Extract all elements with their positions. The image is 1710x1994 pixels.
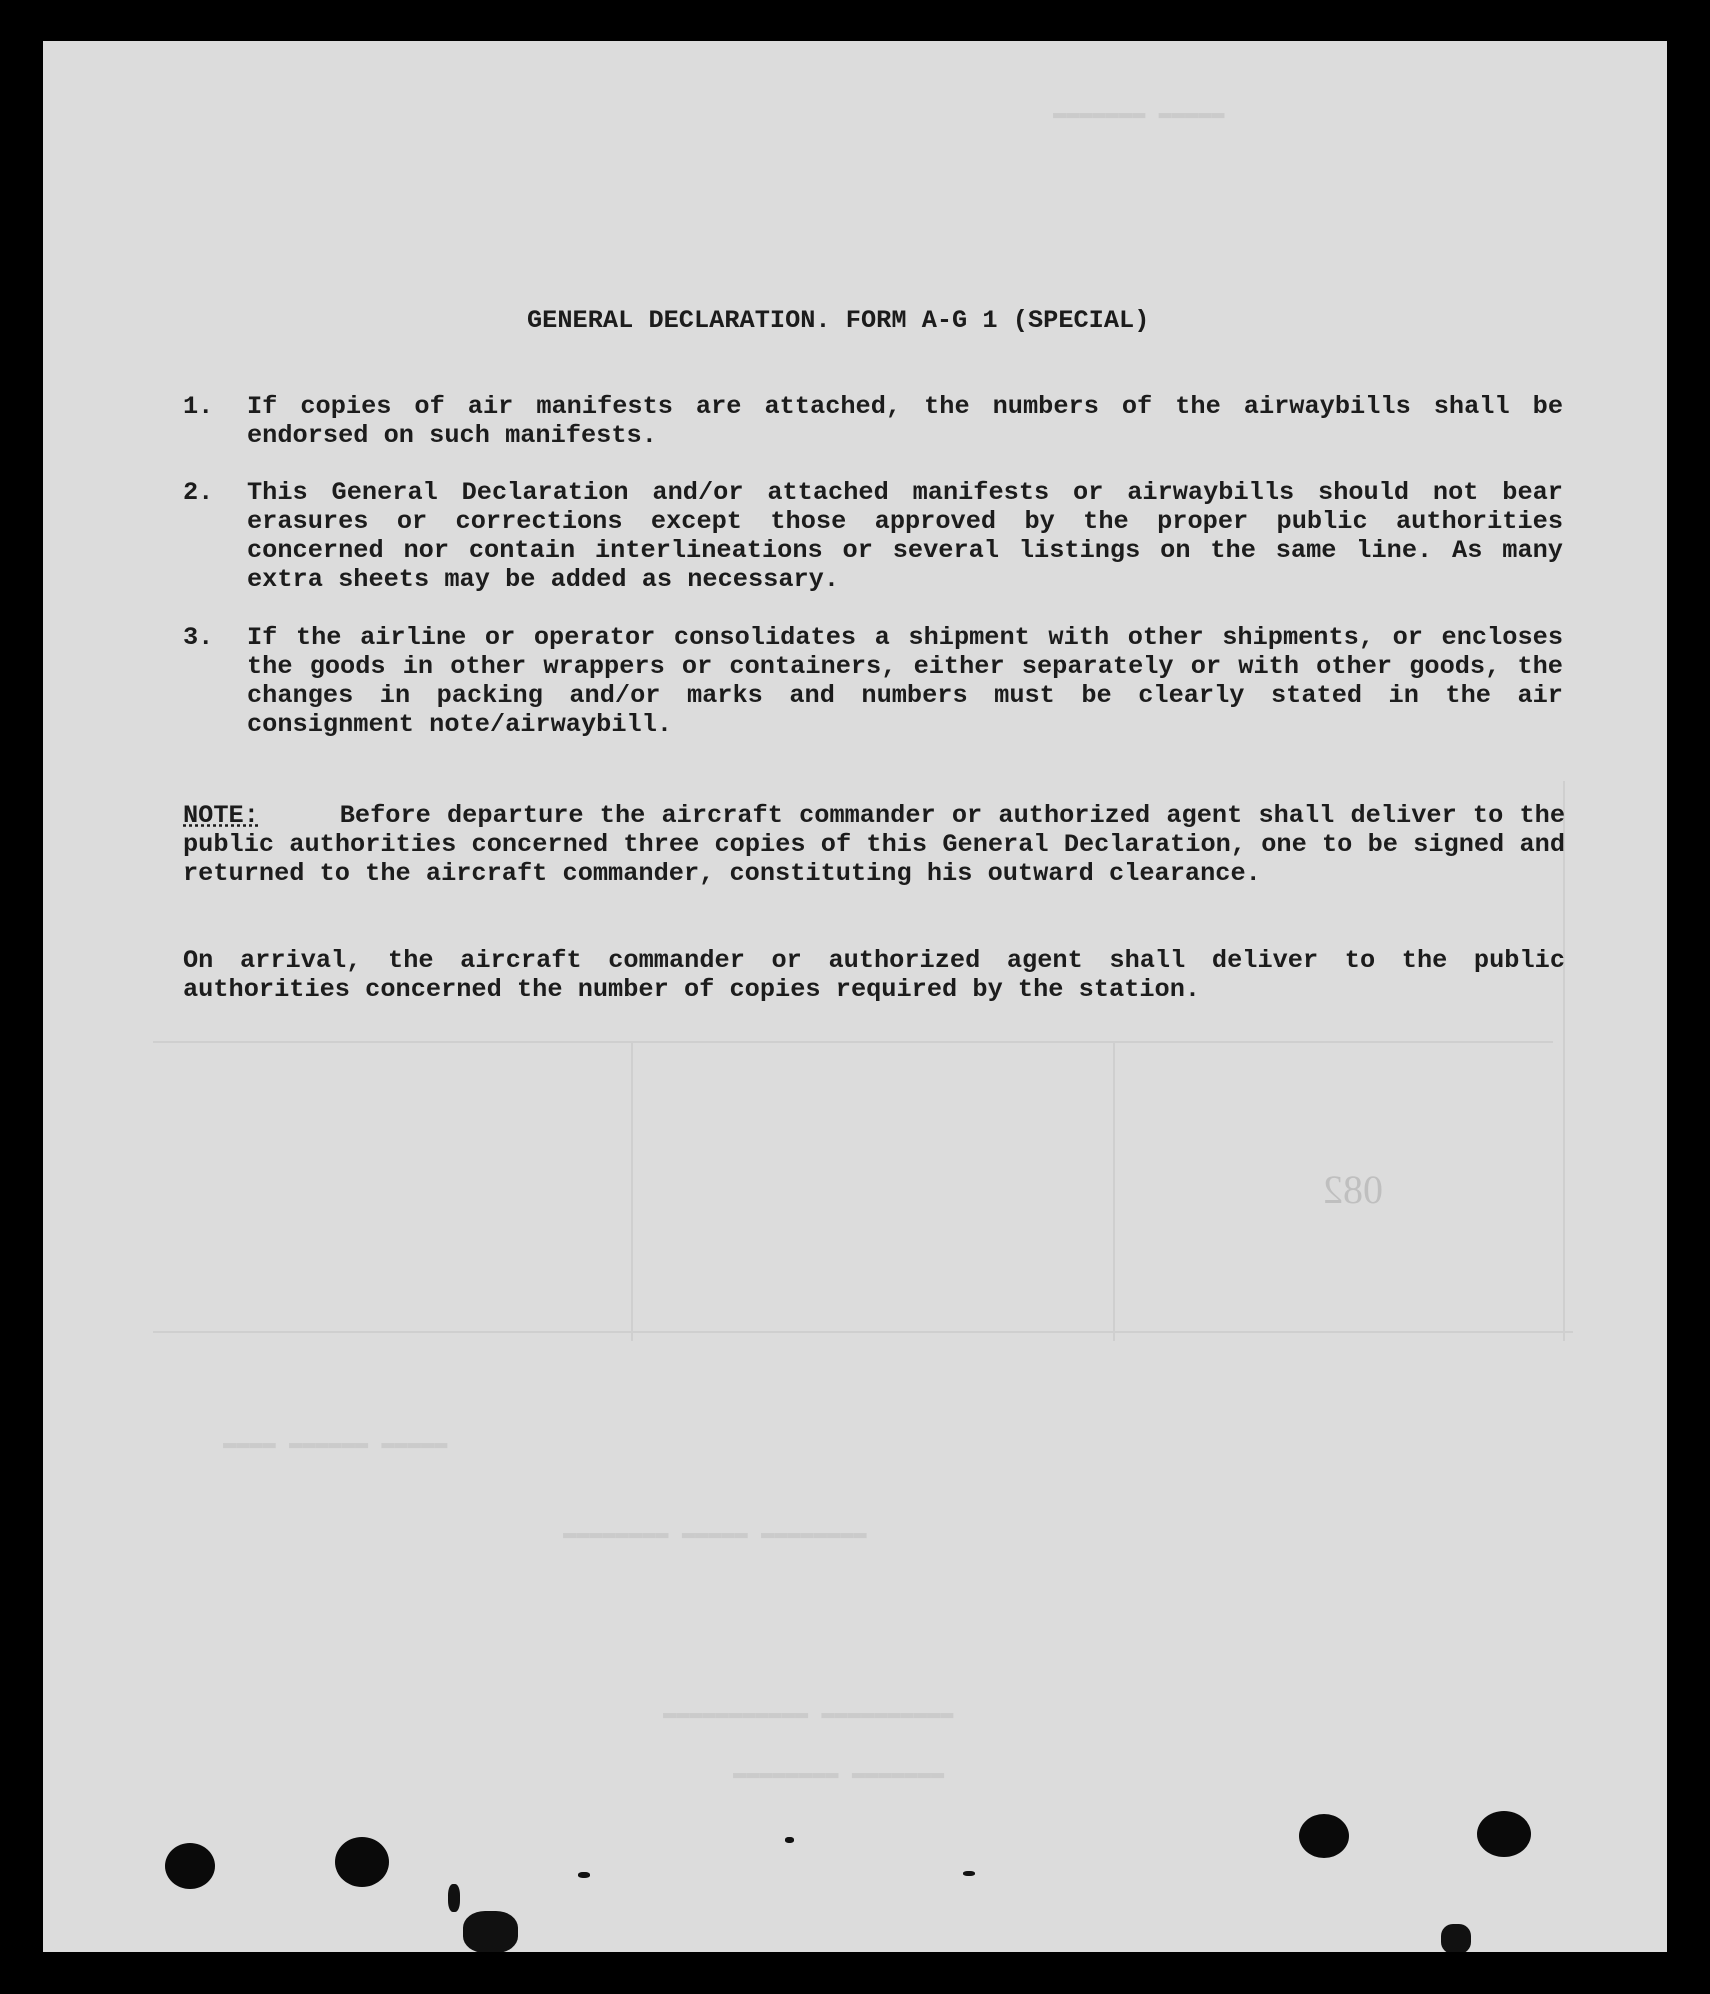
speck-4 [785,1837,794,1843]
note-text: Before departure the aircraft commander or authorized agent shall deliver to the public authorities concerned three copies of this General Declaration, one to be signed and returned to the aircraft commander, constituting his outward clearance. [183,801,1565,888]
ghost-rule-5 [153,1331,1573,1333]
speck-3 [578,1872,590,1878]
punch-hole-4 [1477,1811,1531,1857]
document-page [43,41,1667,1952]
arrival-paragraph: On arrival, the aircraft commander or authorized agent shall deliver to the public authorities concerned the number of copies required by the station. [183,946,1565,1004]
punch-hole-1 [165,1843,215,1889]
list-item-text: This General Declaration and/or attached manifests or airwaybills should not bear erasures or corrections except those approved by the proper public authorities concerned nor contain interlineations or several listings on the same line. As many extra sheets may be added as necessary. [247,478,1563,594]
list-item-number: 1. [183,392,214,421]
page-title: GENERAL DECLARATION. FORM A-G 1 (SPECIAL) [527,306,1150,335]
ghost-text-3: ▬▬▬▬▬▬▬▬ ▬▬▬▬▬ ▬▬▬▬▬▬▬▬ [563,1521,867,1546]
punch-hole-2 [335,1837,389,1887]
list-item-text: If copies of air manifests are attached, the numbers of the airwaybills shall be endorsed on such manifests. [247,392,1563,450]
list-item-1 [183,392,1563,450]
speck-1 [448,1884,460,1912]
speck-2 [463,1911,518,1952]
list-item-number: 3. [183,623,214,652]
note-paragraph [183,801,1565,888]
ghost-text-4: ▬▬▬▬▬▬▬▬▬▬▬ ▬▬▬▬▬▬▬▬▬▬ [663,1701,954,1726]
list-item-2 [183,478,1563,594]
ghost-stamp-mark: 082 [1323,1167,1383,1212]
note-label: NOTE: [183,801,259,830]
speck-6 [1441,1924,1471,1952]
punch-hole-3 [1299,1814,1349,1858]
list-item-3 [183,623,1563,739]
ghost-rule-1 [153,1041,1553,1043]
list-item-number: 2. [183,478,214,507]
ghost-text-5: ▬▬▬▬▬▬▬▬ ▬▬▬▬▬▬▬ [733,1761,945,1786]
speck-5 [963,1871,975,1876]
ghost-text-1: ▬▬▬▬▬▬▬ ▬▬▬▬▬ [1053,101,1225,126]
list-item-text: If the airline or operator consolidates a shipment with other shipments, or encloses the goods in other wrappers or containers, either separately or with other goods, the changes in packing and/or marks and numbers must be clearly stated in the air consignment note/airwaybill. [247,623,1563,739]
ghost-rule-4 [1113,1041,1115,1341]
ghost-rule-3 [631,1041,633,1341]
ghost-text-2: ▬▬▬▬ ▬▬▬▬▬▬ ▬▬▬▬▬ [223,1431,448,1456]
